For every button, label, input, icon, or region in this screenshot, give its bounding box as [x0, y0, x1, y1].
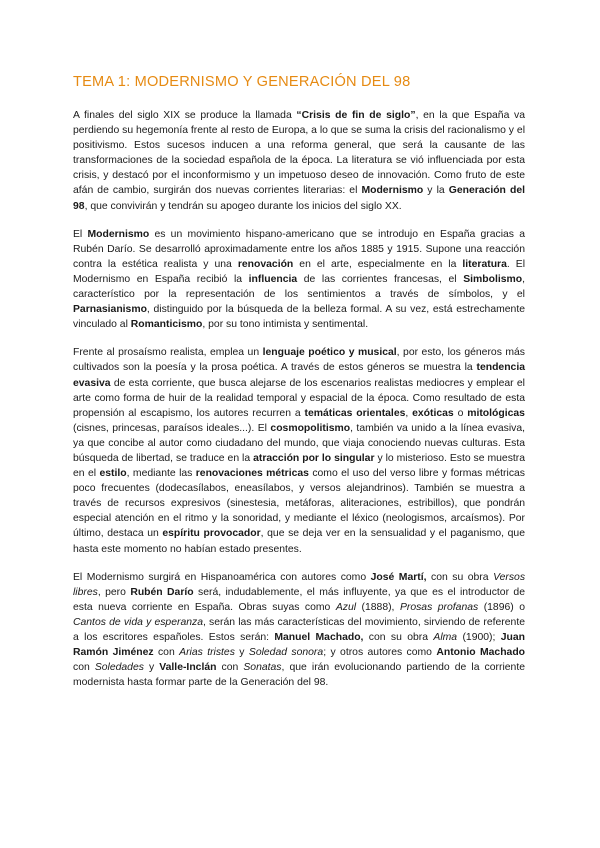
work-title: Prosas profanas — [399, 601, 479, 613]
text-run: , distinguido por la búsqueda de la belleza formal. A su vez, está estrechamente vinculado al — [73, 304, 525, 331]
work-title: Soledad sonora — [248, 647, 324, 659]
bold-term: Manuel Machado, — [274, 632, 364, 643]
text-run: ; y otros autores como — [323, 647, 437, 659]
bold-term: Modernismo — [361, 185, 424, 197]
bold-term: Modernismo — [87, 228, 150, 240]
text-run: , también va unido a la línea evasiva, ya que concibe al autor como ciudadano del mundo, que viaja conociendo nuevas culturas. Esta búsqueda de libertad, se traduce en la — [73, 422, 525, 464]
work-title: Azul — [335, 601, 357, 613]
text-run: , por esto, los géneros más cultivados son la poesía y la prosa poética. A través de estos géneros se muestra la — [73, 347, 526, 374]
text-run: con su obra — [426, 571, 494, 583]
text-run: (1888), — [356, 601, 400, 613]
paragraph-4 — [73, 570, 525, 691]
text-run: de las corrientes francesas, el — [297, 273, 464, 285]
text-run: con — [73, 662, 95, 674]
text-run: con — [153, 647, 180, 659]
text-run: , serán las más características del movimiento, sirviendo de referente a los escritores españoles. Estos serán: — [73, 616, 525, 643]
bold-term: estilo — [99, 468, 127, 480]
text-run: y — [143, 662, 160, 674]
text-run: El Modernismo surgirá en Hispanoamérica con autores como — [73, 571, 371, 583]
text-run: , que se deja ver en la sensualidad y el paganismo, que hasta este momento no habían estado presentes. — [73, 528, 525, 555]
work-title: Arias tristes — [179, 647, 235, 659]
text-run: (1900); — [457, 632, 501, 643]
text-run: , en la que España va perdiendo su hegemonía frente al resto de Europa, a lo que se suma la crisis del racionalismo y el positivismo. Estos sucesos inducen a una reforma general, que será la causante de las transformaciones de la sociedad española de la época. La literatura se vió influenciada por esta crisis, y destacó por el inconformismo y un impetuoso deseo de innovación. Como fruto de este afán de cambio, surgirán dos nuevas corrientes literarias: el — [73, 110, 525, 197]
bold-term: literatura — [462, 258, 507, 270]
text-run: Frente al prosaísmo realista, emplea un — [73, 347, 263, 359]
bold-term: tendencia evasiva — [73, 362, 525, 389]
paragraph-1 — [73, 108, 525, 214]
bold-term: Rubén Darío — [130, 586, 194, 598]
text-run: , que irán evolucionando partiendo de la corriente modernista hasta formar parte de la Generación del 98. — [73, 662, 525, 689]
bold-term: cosmopolitismo — [270, 422, 351, 434]
paragraph-3 — [73, 345, 525, 556]
text-run: o — [453, 407, 468, 419]
work-title: Versos libres — [73, 571, 526, 598]
bold-term: Generación del 98 — [73, 185, 525, 212]
bold-term: José Martí, — [370, 571, 427, 583]
paragraph-2 — [73, 227, 525, 333]
work-title: Cantos de vida y esperanza — [73, 616, 203, 628]
document-body — [73, 108, 525, 703]
text-run: y la — [423, 185, 449, 197]
text-run: como el uso del verso libre y formas métricas poco frecuentes (dodecasílabos, eneasílabos, y versos alejandrinos). También se muestra a través de recursos expresivos (sinestesia, metáforas, aliteraciones, estribillos), que pondrán especial atención en el ritmo y la sonoridad, y mediante el léxico (neologismos, arcaísmos). Por último, destaca un — [73, 468, 525, 540]
text-run: y lo misterioso. Esto se muestra en el — [73, 452, 526, 480]
text-run: y — [234, 647, 249, 659]
text-run: , característico por la representación de los sentimientos a través de símbolos, y el — [73, 273, 525, 301]
bold-term: renovación — [237, 258, 294, 270]
text-run: El — [73, 228, 88, 240]
text-run: es un movimiento hispano-americano que se introdujo en España gracias a Rubén Darío. Se desarrolló aproximadamente entre los años 1885 y 1915. Supone una reacción contra la estética realista y una — [73, 228, 525, 270]
text-run: , mediante las — [126, 468, 196, 480]
text-run: , pero — [97, 586, 131, 598]
work-title: Soledades — [94, 662, 144, 674]
work-title: Alma — [433, 632, 458, 643]
bold-term: Valle-Inclán — [159, 662, 217, 674]
text-run: de esta corriente, que busca alejarse de los escenarios realistas mediocres y emplear el arte como forma de huir de la realidad temporal y espacial de la época. Como resultado de esta propensión al escapismo, los autores recurren a — [73, 377, 525, 419]
bold-term: Romanticismo — [130, 319, 203, 331]
text-run: , — [405, 407, 413, 419]
bold-term: Simbolismo — [463, 273, 523, 285]
text-run: con su obra — [363, 632, 434, 643]
bold-term: exóticas — [412, 407, 454, 419]
bold-term: lenguaje poético y musical — [262, 347, 397, 359]
bold-term: temáticas orientales — [304, 407, 406, 419]
text-run: (cisnes, princesas, paraísos ideales...). El — [73, 422, 271, 434]
text-run: con — [216, 662, 244, 674]
text-run: , que convivirán y tendrán su apogeo durante los inicios del siglo XX. — [84, 200, 402, 212]
work-title: Sonatas — [243, 662, 282, 674]
bold-term: atracción por lo singular — [253, 452, 375, 464]
text-run: . El Modernismo en España recibió la — [73, 258, 526, 285]
text-run: será, indudablemente, el más influyente, ya que es el introductor de esta nueva corriente en España. Obras suyas como — [73, 586, 525, 613]
bold-term: Antonio Machado — [436, 647, 526, 659]
text-run: A finales del siglo XIX se produce la llamada — [73, 110, 297, 121]
bold-term: renovaciones métricas — [195, 468, 309, 480]
text-run: (1896) o — [478, 601, 525, 613]
page-title: TEMA 1: MODERNISMO Y GENERACIÓN DEL 98 — [73, 74, 411, 90]
text-run: , por su tono intimista y sentimental. — [202, 319, 369, 331]
bold-term: “Crisis de fin de siglo” — [296, 110, 416, 121]
bold-term: Parnasianismo — [73, 304, 147, 316]
text-run: en el arte, especialmente en la — [293, 258, 463, 270]
bold-term: influencia — [248, 273, 298, 285]
bold-term: mitológicas — [467, 407, 525, 419]
bold-term: Juan Ramón Jiménez — [73, 632, 525, 659]
bold-term: espíritu provocador — [162, 528, 261, 540]
